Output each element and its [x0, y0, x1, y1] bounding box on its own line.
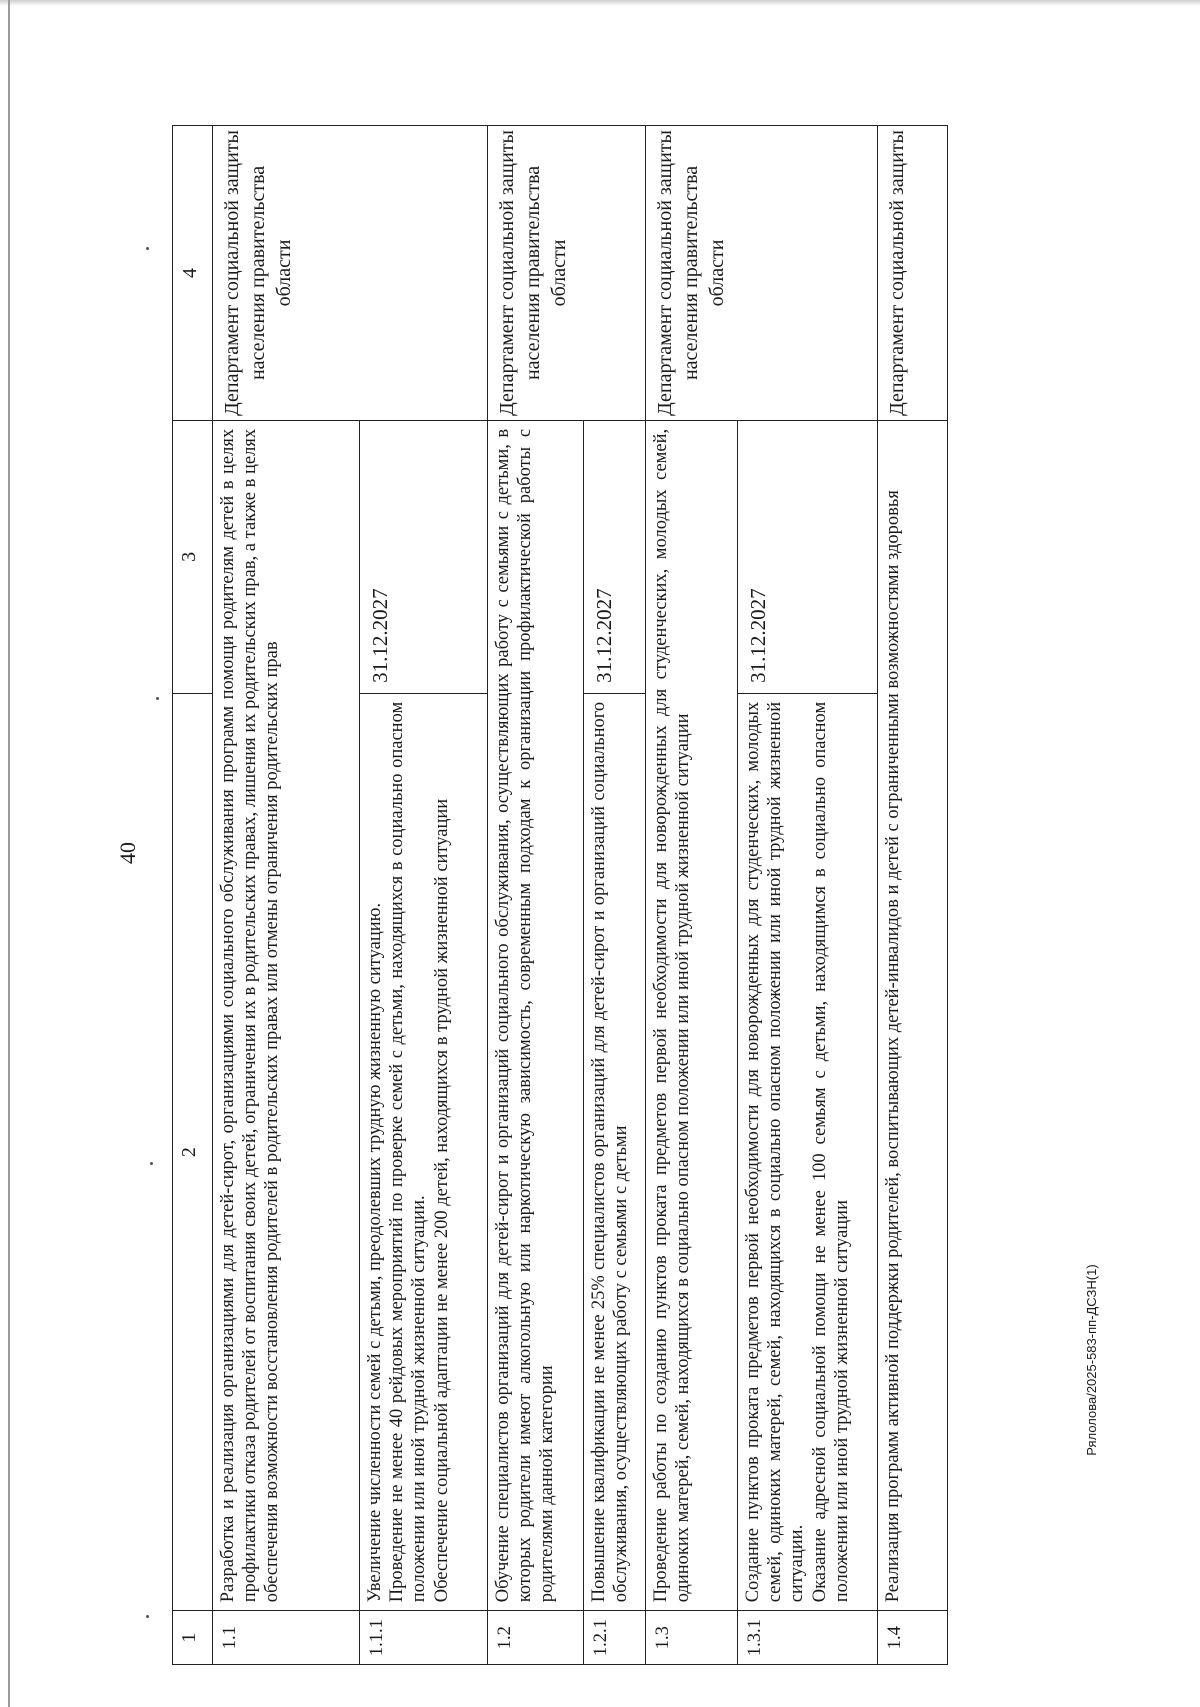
table-row [878, 126, 948, 1665]
activity-line: Оказание адресной социальной помощи не менее 100 семьям с детьми, находящимся в социально опасном положении или иной трудной жизненной ситуации [809, 701, 852, 1603]
row-number: 1.3.1 [738, 1611, 878, 1665]
row-activity: Разработка и реализация организациями для детей-сирот, организациями социального обслуживания программ помощи родителям детей в целях профилактики отказа родителей от воспитания своих детей, ограничения их в родительских правах, лишения их родительских прав, а также в целях обеспечения возможности восстановления родителей в родительских правах или отмены ограничения родительских прав [213, 420, 360, 1610]
responsible-department: Департамент социальной защиты населения правительства области [213, 126, 488, 421]
scan-left-edge [8, 0, 10, 1707]
row-activity: Повышение квалификации не менее 25% специалистов организаций для детей-сирот и организаций социального обслуживания, осуществляющих работу с семьями с детьми [584, 693, 646, 1610]
scan-dot [146, 1615, 149, 1618]
row-activity [360, 693, 488, 1610]
header-col-4: 4 [173, 126, 213, 421]
table-row [213, 126, 360, 1665]
row-activity [738, 693, 878, 1610]
action-plan-table [172, 125, 948, 1665]
row-number: 1.1 [213, 1611, 360, 1665]
row-deadline: 31.12.2027 [738, 420, 878, 693]
responsible-department: Департамент социальной защиты [878, 126, 948, 421]
activity-line: Обеспечение социальной адаптации не менее 200 детей, находящихся в трудной жизненной ситуации [431, 798, 452, 1603]
scan-dot [150, 1162, 153, 1165]
scan-top-edge [0, 0, 1200, 6]
row-number: 1.3 [646, 1611, 738, 1665]
table-header-row [173, 126, 213, 1665]
row-activity: Проведение работы по созданию пунктов проката предметов первой необходимости для новорожденных для студенческих, молодых семей, одиноких матерей, семей, находящихся в социально опасном положении или иной трудной жизненной ситуации [646, 420, 738, 1610]
activity-line: Создание пунктов проката предметов первой необходимости для новорожденных для студенческих, молодых семей, одиноких матерей, семей, находящихся в социально опасном положении или иной трудной жизненной ситуации. [743, 701, 808, 1603]
row-number: 1.1.1 [360, 1611, 488, 1665]
row-number: 1.2 [488, 1611, 584, 1665]
activity-line: Увеличение численности семей с детьми, преодолевших трудную жизненную ситуацию. [365, 902, 385, 1603]
row-deadline: 31.12.2027 [360, 420, 488, 693]
header-col-3: 3 [173, 420, 213, 693]
activity-line: Проведение не менее 40 рейдовых мероприятий по проверке семей с детьми, находящихся в социально опасном положении или иной трудной жизненной ситуации. [387, 701, 430, 1603]
rotated-page-content [172, 125, 947, 1665]
row-number: 1.2.1 [584, 1611, 646, 1665]
table-row [488, 126, 584, 1665]
header-col-1: 1 [173, 1611, 213, 1665]
row-number: 1.4 [878, 1611, 948, 1665]
responsible-department: Департамент социальной защиты населения правительства области [488, 126, 646, 421]
header-col-2: 2 [173, 693, 213, 1610]
row-deadline: 31.12.2027 [584, 420, 646, 693]
scan-dot [156, 697, 159, 700]
responsible-department: Департамент социальной защиты населения правительства области [646, 126, 878, 421]
row-activity: Обучение специалистов организаций для детей-сирот и организаций социального обслуживания, осуществляющих работу с семьями с детьми, в которых родители имеют алкогольную или наркотическую зависимость, современным подходам к организации профилактической работы с родителями данной категории [488, 420, 584, 1610]
scan-dot [146, 247, 149, 250]
document-reference: Рялолова/2025-583-пп-ДСЗН(1) [1084, 1264, 1099, 1456]
row-activity: Реализация программ активной поддержки родителей, воспитывающих детей-инвалидов и детей с ограниченными возможностями здоровья [878, 420, 948, 1610]
table-row [646, 126, 738, 1665]
page-number: 40 [115, 842, 140, 864]
